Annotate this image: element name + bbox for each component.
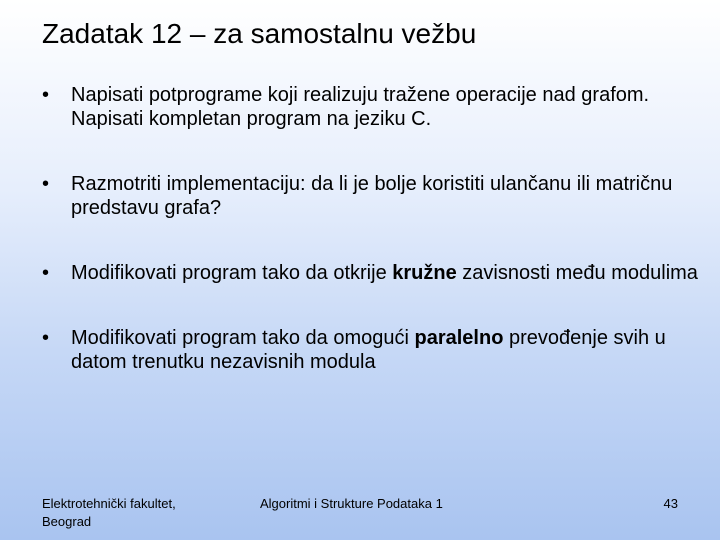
bullet-dot-icon: • [42, 262, 50, 284]
bullet-text-part: prevođenje svih u datom trenutku nezavisnih modula [71, 327, 666, 373]
bullet-emphasis: paralelno [414, 327, 504, 349]
bullet-text-part: Razmotriti implementaciju: da li je bolje koristiti ulančanu ili matričnu predstavu grafa? [71, 173, 673, 219]
footer-institution [42, 495, 176, 531]
bullet-text-part: Modifikovati program tako da otkrije [71, 262, 393, 284]
bullet-dot-icon: • [42, 327, 50, 349]
footer-page-number: 43 [663, 496, 678, 511]
bullet-item [42, 326, 702, 374]
slide-title: Zadatak 12 – za samostalnu vežbu [42, 18, 477, 49]
bullet-text-part: Napisati potprograme koji realizuju tražene operacije nad grafom. Napisati kompletan program na jeziku C. [71, 84, 650, 130]
bullet-item [42, 83, 702, 131]
bullet-emphasis: kružne [392, 262, 457, 284]
bullet-text [71, 327, 666, 373]
bullet-text [71, 262, 698, 284]
bullet-text [71, 84, 649, 130]
footer-course: Algoritmi i Strukture Podataka 1 [260, 496, 443, 511]
bullet-text-part: zavisnosti među modulima [456, 262, 698, 284]
bullet-dot-icon: • [42, 173, 50, 195]
bullet-dot-icon: • [42, 84, 50, 106]
footer-institution-line2: Beograd [42, 514, 92, 529]
bullet-list [42, 83, 702, 415]
bullet-text [71, 173, 672, 219]
footer-institution-line1: Elektrotehnički fakultet, [42, 496, 176, 511]
bullet-text-part: Modifikovati program tako da omogući [71, 327, 415, 349]
bullet-item [42, 261, 702, 285]
bullet-item [42, 172, 702, 220]
